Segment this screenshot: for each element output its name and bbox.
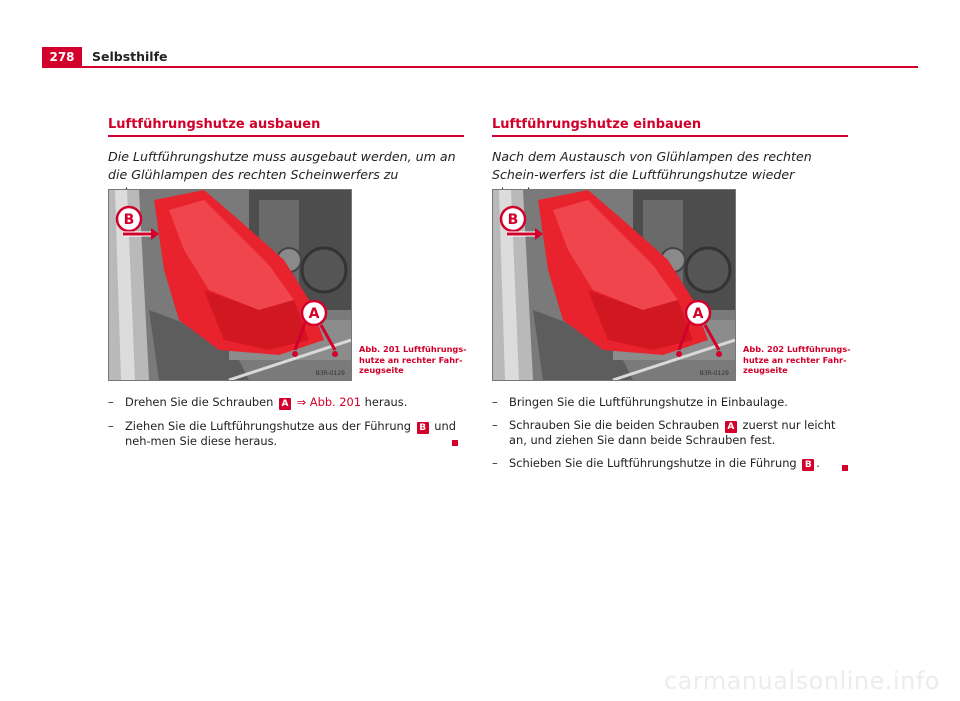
left-intro: Die Luftführungshutze muss ausgebaut werden, um an die Glühlampen des rechten Scheinwerfers zu [108,149,456,182]
list-item [492,395,852,409]
list-item [492,456,852,471]
list-item [492,418,852,447]
step-text: Ziehen Sie die Luftführungshutze aus der Führung [125,419,411,433]
right-intro: Nach dem Austausch von Glühlampen des rechten Schein-werfers ist die Luftführungshutze wieder [492,149,812,182]
engine-bay-illustration [492,189,736,381]
step-dash: – [492,395,498,409]
figure-code: B3R-0129 [315,370,345,377]
air-duct-illustration [109,190,351,380]
marker-a-label: A [308,306,320,322]
section-end-marker [452,440,458,446]
section-end-marker [842,465,848,471]
figure-code: B3R-0129 [699,370,729,377]
step-text-end: und neh-men Sie diese heraus. [125,419,456,448]
list-item [108,419,468,448]
step-dash: – [492,456,498,470]
step-text-end: . [816,456,820,470]
right-figure-caption: Abb. 202 Luftführungs-hutze an rechter Fahr-zeugseite [743,344,851,375]
figure-xref-link[interactable]: ⇒ Abb. 201 [296,395,362,409]
badge-a: A [725,421,737,433]
marker-a-label: A [692,306,704,322]
page-number: 278 [42,47,82,66]
step-text: Schieben Sie die Luftführungshutze in die Führung [509,456,797,470]
badge-b: B [417,422,429,434]
right-steps [492,395,852,480]
right-heading: Luftführungshutze einbauen [492,117,848,137]
badge-a: A [279,398,291,410]
left-figure-caption: Abb. 201 Luftführungs-hutze an rechter Fahr-zeugseite [359,344,467,375]
step-text-end: zuerst nur leicht an, und ziehen Sie dann beide Schrauben fest. [509,418,836,447]
step-dash: – [108,395,114,409]
left-heading: Luftführungshutze ausbauen [108,117,464,137]
step-text: Drehen Sie die Schrauben [125,395,274,409]
step-text-end: heraus. [364,395,408,409]
air-duct-illustration [493,190,735,380]
engine-bay-illustration [108,189,352,381]
step-dash: – [108,419,114,433]
left-steps [108,395,468,457]
badge-b: B [802,459,814,471]
step-text: Schrauben Sie die beiden Schrauben [509,418,720,432]
marker-b-label: B [507,212,519,228]
list-item [108,395,468,410]
step-dash: – [492,418,498,432]
watermark: carmanualsonline.info [663,667,940,695]
step-text: Bringen Sie die Luftführungshutze in Einbaulage. [509,395,788,409]
section-title: Selbsthilfe [92,49,168,64]
header-rule [42,66,918,68]
marker-b-label: B [123,212,135,228]
